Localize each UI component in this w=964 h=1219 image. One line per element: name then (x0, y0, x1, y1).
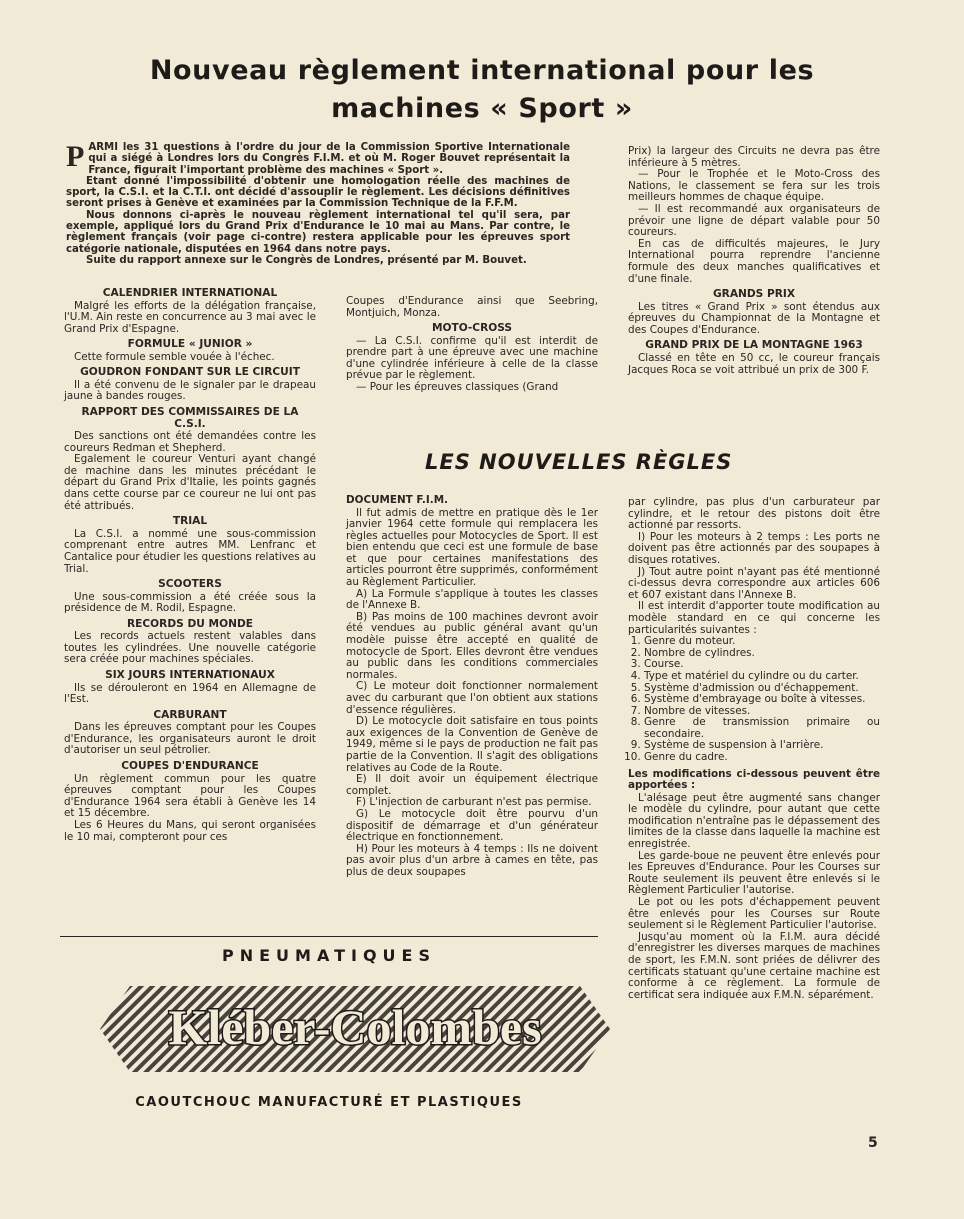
heading-carburant: CARBURANT (153, 708, 227, 721)
text-difficultes: En cas de difficultés majeures, le Jury International pourra reprendre l'ancienne formule des deux manches qualificatives et d'une finale. (628, 237, 880, 285)
heading-rapport: RAPPORT DES COMMISSAIRES DE LA C.S.I. (81, 406, 299, 430)
text-rapport-2: Egalement le coureur Venturi ayant changé de machine dans les minutes précédant le départ du Grand Prix d'Italie, les points gagnés dans cette course par ce coureur ne lui ont pas été attribués. (64, 453, 316, 512)
list-item: 5. Système d'admission ou d'échappement. (644, 683, 880, 695)
text-coupes-cont: Coupes d'Endurance ainsi que Seebring, Montjuich, Monza. (346, 295, 598, 319)
intro-p2: Etant donné l'impossibilité d'obtenir une homologation réelle des machines de sport, la C.S.I. et la C.T.I. ont décidé d'assouplir le règlement. Les décisions définitives seront prises à Genève et examinées par la Commission Technique de la F.F.M. (66, 175, 570, 210)
text-formule: Cette formule semble vouée à l'échec. (74, 350, 275, 363)
column-2-bottom (346, 490, 598, 879)
list-item: 1. Genre du moteur. (644, 636, 880, 648)
list-item: 3. Course. (644, 659, 880, 671)
heading-grands-prix: GRANDS PRIX (712, 288, 796, 301)
rule-j: J) Tout autre point n'ayant pas été mentionné ci-dessus devra correspondre aux articles 606 et 607 existant dans l'Annexe B. (628, 565, 880, 601)
heading-scooters: SCOOTERS (158, 578, 222, 591)
text-coupes-2: Les 6 Heures du Mans, qui seront organisées le 10 mai, compteront pour ces (64, 818, 316, 843)
text-interdit: Il est interdit d'apporter toute modification au modèle standard en ce qui concerne les particularités suivantes : (628, 600, 880, 636)
text-gp-montagne: Classé en tête en 50 cc, le coureur français Jacques Roca se voit attribué un prix de 300 F. (628, 351, 880, 376)
column-1 (64, 284, 316, 843)
intro-p1: ARMI les 31 questions à l'ordre du jour de la Commission Sportive Internationale qui a siégé à Londres lors du Congrès F.I.M. et où M. Roger Bouvet représentait la France, figurait l'important problème des machines « Sport ». (88, 142, 570, 176)
text-goudron: Il a été convenu de le signaler par le drapeau jaune à bandes rouges. (64, 378, 316, 403)
ad-pneumatiques: PNEUMATIQUES (221, 946, 436, 965)
rule-h-cont: par cylindre, pas plus d'un carburateur par cylindre, et le retour des pistons doit être actionné par ressorts. (628, 496, 880, 532)
column-3-top (628, 146, 880, 376)
text-calendrier: Malgré les efforts de la délégation française, l'U.M. Ain reste en concurrence au 3 mai avec le Grand Prix d'Espagne. (64, 299, 316, 335)
text-scooters: Une sous-commission a été créée sous la présidence de M. Rodil, Espagne. (64, 590, 316, 615)
text-document: Il fut admis de mettre en pratique dès le 1er janvier 1964 cette formule qui remplacera les règles actuelles pour Motocycles de Sport. Il est bien entendu que ceci est une formule de base et que pour certaines manifestations des articles pourront être supprimés, conformément au Règlement Particulier. (346, 506, 598, 589)
intro-p3: Nous donnons ci-après le nouveau règlement international tel qu'il sera, par exemple, appliqué lors du Grand Prix d'Endurance le 10 mai au Mans. Par contre, le règlement français (voir page ci-contre) restera applicable pour les épreuves sport catégorie nationale, disputées en 1964 dans notre pays. (66, 209, 570, 255)
list-item: 9. Système de suspension à l'arrière. (644, 740, 880, 752)
text-garde-boue: Les garde-boue ne peuvent être enlevés pour les Epreuves d'Endurance. Pour les Courses sur Route seulement ils peuvent être enlevés si le Règlement Particulier l'autorise. (628, 849, 880, 897)
text-rapport-1: Des sanctions ont été demandées contre les coureurs Redman et Shepherd. (64, 430, 316, 454)
column-3-bottom (628, 497, 880, 1001)
text-trial: La C.S.I. a nommé une sous-commission comprenant entre autres MM. Lenfranc et Cantalice pour étudier les questions relatives au Trial. (64, 527, 316, 575)
intro-p4: Suite du rapport annexe sur le Congrès de Londres, présenté par M. Bouvet. (86, 254, 527, 266)
ad-subtitle: CAOUTCHOUC MANUFACTURÉ ET PLASTIQUES (135, 1095, 523, 1110)
heading-modifications: Les modifications ci-dessous peuvent être apportées : (628, 767, 880, 792)
particularites-list (628, 636, 880, 764)
heading-records: RECORDS DU MONDE (127, 617, 253, 630)
rule-f: F) L'injection de carburant n'est pas permise. (356, 796, 592, 809)
rule-e: E) Il doit avoir un équipement électrique complet. (346, 773, 598, 797)
text-pot: Le pot ou les pots d'échappement peuvent être enlevés pour les Courses sur Route seulement si le Règlement Particulier l'autorise. (628, 896, 880, 932)
text-motocross-2: — Pour les épreuves classiques (Grand (356, 381, 559, 394)
text-gp-cont: Prix) la largeur des Circuits ne devra pas être inférieure à 5 mètres. (628, 145, 880, 169)
text-ligne-depart: — Il est recommandé aux organisateurs de prévoir une ligne de départ valable pour 50 coureurs. (628, 202, 880, 239)
rule-g: G) Le motocycle doit être pourvu d'un dispositif de démarrage et d'un générateur électrique en fonctionnement. (346, 807, 598, 844)
text-motocross-1: — La C.S.I. confirme qu'il est interdit de prendre part à une épreuve avec une machine d'une cylindrée inférieure à celle de la classe prévue par le règlement. (346, 334, 598, 382)
rule-b: B) Pas moins de 100 machines devront avoir été vendues au public général avant qu'un modèle puisse être accepté en qualité de motocycle de Sport. Elles devront être vendues au public dans les conditions commerciales normales. (346, 610, 598, 681)
heading-trial: TRIAL (172, 515, 208, 528)
text-coupes-1: Un règlement commun pour les quatre épreuves comptant pour les Coupes d'Endurance 1964 sera établi à Genève les 14 et 15 décembre. (64, 772, 316, 820)
text-grands-prix: Les titres « Grand Prix » sont étendus aux épreuves du Championnat de la Montagne et des Coupes d'Endurance. (628, 300, 880, 336)
rule-h: H) Pour les moteurs à 4 temps : Ils ne doivent pas avoir plus d'un arbre à cames en tête, pas plus de deux soupapes (346, 842, 598, 878)
list-item: 8. Genre de transmission primaire ou secondaire. (644, 717, 880, 740)
rule-i: I) Pour les moteurs à 2 temps : Les ports ne doivent pas être actionnés par des soupapes à disques rotatives. (628, 530, 880, 566)
column-2-top (346, 296, 598, 394)
rule-a: A) La Formule s'applique à toutes les classes de l'Annexe B. (346, 587, 598, 612)
heading-document-fim: DOCUMENT F.I.M. (346, 494, 448, 506)
text-sixjours: Ils se dérouleront en 1964 en Allemagne de l'Est. (64, 681, 316, 706)
text-alesage: L'alésage peut être augmenté sans changer le modèle du cylindre, pour autant que cette modification n'entraîne pas le dépassement des limites de la classe dans laquelle la machine est enregistrée. (628, 791, 880, 851)
rule-c: C) Le moteur doit fonctionner normalement avec du carburant que l'on obtient aux stations d'essence régulières. (346, 680, 598, 716)
section-title: LES NOUVELLES RÈGLES (425, 450, 733, 474)
title-line-1: Nouveau règlement international pour les (149, 55, 815, 86)
text-certificat: Jusqu'au moment où la F.I.M. aura décidé d'enregistrer les diverses marques de machines de sport, les F.M.N. sont priées de délivrer des certificats statuant qu'une certaine machine est conforme à ce règlement. La formule de certificat sera indiquée aux F.M.N. séparément. (628, 930, 880, 1001)
page-title (0, 52, 964, 128)
kleber-colombes-logo (100, 968, 610, 1090)
rule-d: D) Le motocycle doit satisfaire en tous points aux exigences de la Convention de Genève de 1949, même si le pays de production ne fait pas partie de la Convention. Il s'agit des obligations relatives au Code de la Route. (346, 715, 598, 774)
heading-coupes: COUPES D'ENDURANCE (121, 760, 259, 773)
heading-formule: FORMULE « JUNIOR » (127, 338, 253, 351)
heading-calendrier: CALENDRIER INTERNATIONAL (102, 287, 278, 299)
heading-goudron: GOUDRON FONDANT SUR LE CIRCUIT (80, 366, 300, 379)
list-item: 10. Genre du cadre. (644, 752, 880, 764)
heading-gp-montagne: GRAND PRIX DE LA MONTAGNE 1963 (645, 339, 863, 352)
ad-divider (60, 936, 598, 937)
list-item: 7. Nombre de vitesses. (644, 706, 880, 718)
list-item: 6. Système d'embrayage ou boîte à vitesses. (644, 694, 880, 706)
text-records: Les records actuels restent valables dans toutes les cylindrées. Une nouvelle catégorie sera créée pour machines spéciales. (64, 630, 316, 666)
dropcap: P (66, 140, 85, 173)
intro-block (66, 142, 570, 266)
brand-name: Kléber-Colombes (168, 999, 542, 1055)
list-item: 2. Nombre de cylindres. (644, 648, 880, 660)
text-carburant: Dans les épreuves comptant pour les Coupes d'Endurance, les organisateurs auront le droit d'autoriser un seul pétrolier. (64, 721, 316, 757)
list-item: 4. Type et matériel du cylindre ou du carter. (644, 671, 880, 683)
title-line-2: machines « Sport » (331, 93, 633, 124)
heading-motocross: MOTO-CROSS (431, 322, 513, 335)
text-trophee: — Pour le Trophée et le Moto-Cross des Nations, le classement se fera sur les trois meilleurs hommes de chaque équipe. (628, 168, 880, 204)
heading-sixjours: SIX JOURS INTERNATIONAUX (105, 669, 275, 682)
page-number: 5 (868, 1135, 878, 1151)
